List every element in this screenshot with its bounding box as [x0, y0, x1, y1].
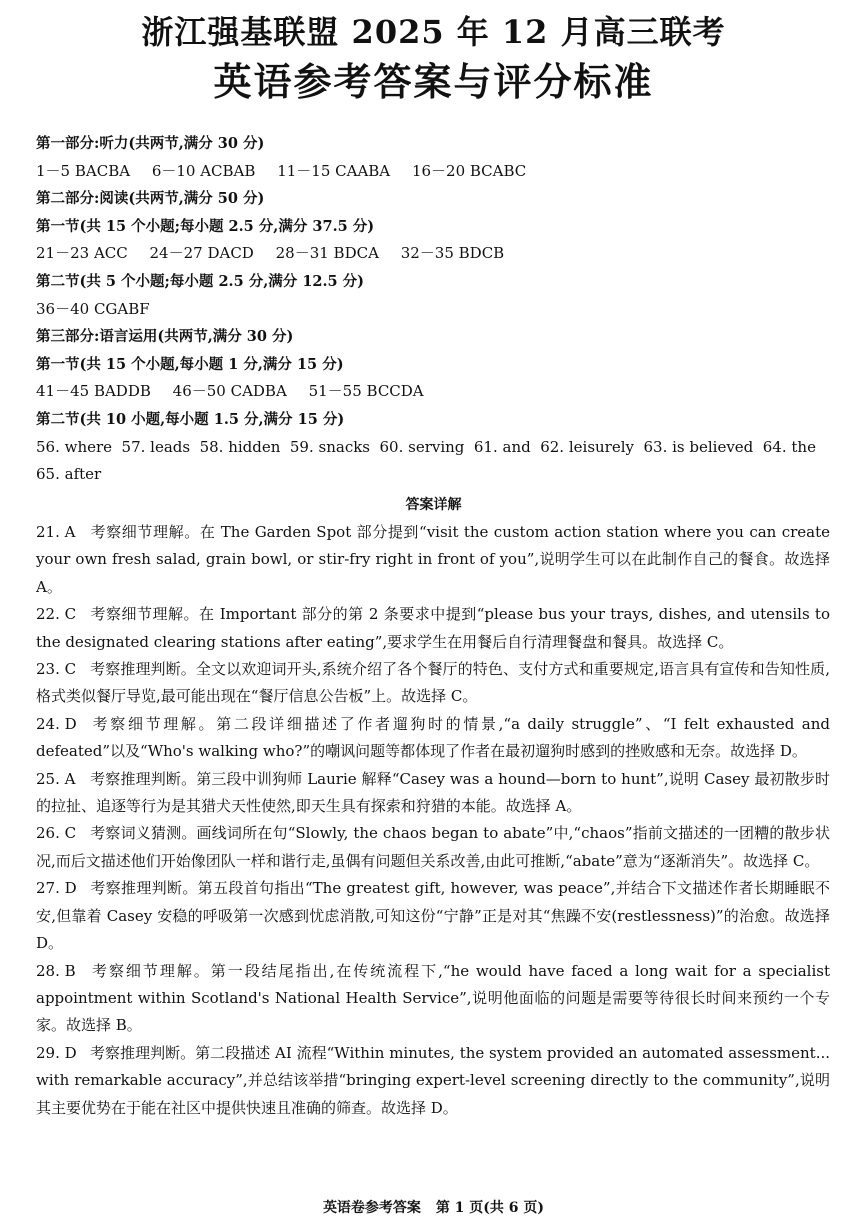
item-explanation: 考察细节理解。在 The Garden Spot 部分提到“visit the custom action station where you can create your own fresh salad, grain bowl, or stir-fry right in front of you”,说明学生可以在此制作自己的餐食。故选择 A。: [36, 523, 830, 596]
part3-heading: 第三部分:语言运用(共两节,满分 30 分): [36, 328, 294, 346]
exam-title: 浙江强基联盟 2025 年 12 月高三联考: [141, 13, 726, 51]
page-number: 第 1 页(共 6 页): [435, 1200, 545, 1216]
answer-group: 32－35 BDCB: [400, 244, 505, 263]
answer-group: 11－15 CAABA: [277, 161, 391, 180]
item-explanation: 考察细节理解。第二段详细描述了作者遛狗时的情景,“a daily struggle”、“I felt exhausted and defeated”以及“Who's walking who?”的嘲讽问题等都体现了作者在最初遛狗时感到的挫败感和无奈。故选择 D。: [36, 714, 830, 761]
answer-group: 1－5 BACBA: [36, 161, 131, 180]
item-number: 24. D: [36, 714, 77, 733]
part3-section2-heading: 第二节(共 10 小题,每小题 1.5 分,满分 15 分): [36, 410, 345, 428]
part2-section2-answers: [36, 296, 836, 324]
detail-item: [36, 820, 830, 875]
item-explanation: 考察推理判断。第二段描述 AI 流程“Within minutes, the system provided an automated assessment... with remarkable accuracy”,并总结该举措“bringing expert-level screening directly to the community”,说明其主要优势在于能在社区中提供快速且准确的筛查。故选择 D。: [36, 1043, 830, 1117]
fill-answer: 63. is believed: [643, 437, 754, 456]
detail-item: [36, 601, 830, 656]
answer-group: 28－31 BDCA: [275, 244, 379, 263]
item-number: 28. B: [36, 961, 76, 980]
part2-section2-heading: 第二节(共 5 个小题;每小题 2.5 分,满分 12.5 分): [36, 272, 365, 290]
document-title: 英语参考答案与评分标准: [213, 59, 654, 104]
detail-item: [36, 958, 830, 1040]
item-number: 26. C: [36, 824, 77, 843]
fill-answer: 61. and: [473, 437, 531, 456]
part2-section1-answers: [36, 240, 836, 268]
fill-answer: 60. serving: [379, 437, 465, 456]
answer-group: 41－45 BADDB: [36, 382, 151, 401]
item-number: 27. D: [36, 879, 77, 898]
answer-group: 51－55 BCCDA: [308, 382, 424, 401]
item-number: 29. D: [36, 1043, 77, 1062]
part2-heading: 第二部分:阅读(共两节,满分 50 分): [36, 190, 265, 208]
fill-answer: 56. where: [36, 437, 113, 456]
item-explanation: 考察推理判断。第三段中训狗师 Laurie 解释“Casey was a hound—born to hunt”,说明 Casey 最初散步时的拉扯、追逐等行为是其猎犬天性使然,即天生具有探索和狩猎的本能。故选择 A。: [36, 769, 830, 816]
detail-item: [36, 519, 830, 601]
page-footer: [0, 1197, 867, 1219]
fill-answer: 58. hidden: [199, 437, 281, 456]
answer-group: 36－40 CGABF: [36, 299, 150, 318]
fill-answer: 59. snacks: [289, 437, 371, 456]
answer-group: 21－23 ACC: [36, 244, 128, 263]
item-number: 21. A: [36, 523, 76, 541]
details-heading: 答案详解: [405, 497, 462, 513]
part2-section1-heading: 第一节(共 15 个小题;每小题 2.5 分,满分 37.5 分): [36, 217, 375, 235]
part3-section1-heading: 第一节(共 15 个小题,每小题 1 分,满分 15 分): [36, 355, 344, 373]
item-explanation: 考察细节理解。在 Important 部分的第 2 条要求中提到“please bus your trays, dishes, and utensils to the designated clearing stations after eating”,要求学生在用餐后自行清理餐盘和餐具。故选择 C。: [36, 605, 830, 651]
fill-answer-65: 65. after: [36, 465, 102, 484]
fill-answer: 62. leisurely: [540, 437, 634, 456]
footer-doc-name: 英语卷参考答案: [322, 1200, 421, 1216]
item-number: 25. A: [36, 769, 76, 788]
answer-group: 24－27 DACD: [149, 244, 254, 263]
item-explanation: 考察词义猜测。画线词所在句“Slowly, the chaos began to abate”中,“chaos”指前文描述的一团糟的散步状况,而后文描述他们开始像团队一样和谐行走,虽偶有问题但关系改善,由此可推断,“abate”意为“逐渐消失”。故选择 C。: [36, 824, 830, 870]
item-explanation: 考察细节理解。第一段结尾指出,在传统流程下,“he would have faced a long wait for a specialist appointment within Scotland's National Health Service”,说明他面临的问题是需要等待很长时间来预约一个专家。故选择 B。: [36, 961, 830, 1035]
fill-answer: 57. leads: [121, 437, 191, 456]
item-number: 22. C: [36, 605, 77, 624]
answer-keys-section: [36, 130, 836, 489]
answer-group: 16－20 BCABC: [411, 161, 527, 180]
part3-section2-answers: [36, 434, 816, 462]
item-explanation: 考察推理判断。全文以欢迎词开头,系统介绍了各个餐厅的特色、支付方式和重要规定,语言具有宣传和告知性质,格式类似餐厅导览,最可能出现在“餐厅信息公告板”上。故选择 C。: [36, 660, 830, 706]
fill-answer: 64. the: [762, 437, 816, 456]
detail-item: [36, 711, 830, 766]
part1-heading: 第一部分:听力(共两节,满分 30 分): [36, 135, 265, 152]
part1-answers: [36, 158, 836, 186]
answer-group: 46－50 CADBA: [172, 382, 287, 401]
detail-item: [36, 656, 830, 711]
detail-item: [36, 875, 830, 957]
answer-details: [36, 519, 830, 1122]
answer-group: 6－10 ACBAB: [151, 161, 256, 180]
detail-item: [36, 1040, 830, 1122]
detail-item: [36, 766, 830, 821]
item-explanation: 考察推理判断。第五段首句指出“The greatest gift, however, was peace”,并结合下文描述作者长期睡眠不安,但靠着 Casey 安稳的呼吸第一次感到忧虑消散,可知这份“宁静”正是对其“焦躁不安(restlessness)”的治愈。故选择 D。: [36, 879, 830, 953]
part3-section1-answers: [36, 378, 836, 406]
item-number: 23. C: [36, 660, 77, 679]
